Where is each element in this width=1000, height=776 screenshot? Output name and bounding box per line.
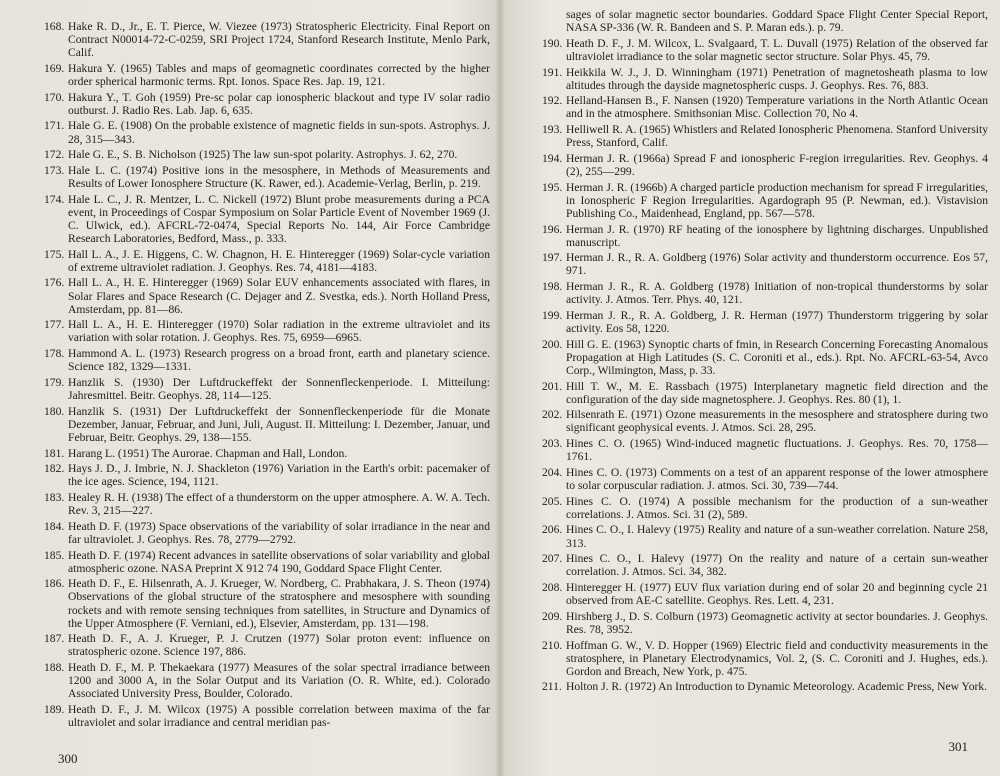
reference-item [44, 703, 490, 729]
reference-text: Heath D. F., J. M. Wilcox, L. Svalgaard, T. L. Duvall (1975) Relation of the observed far ultraviolet irradiance to the solar magnetic sector structure. Solar Phys. 45, 79. [566, 36, 988, 63]
reference-text: Hines C. O. (1965) Wind-induced magnetic fluctuations. J. Geophys. Res. 70, 1758—1761. [566, 437, 988, 464]
reference-item [44, 347, 490, 373]
reference-list-left [44, 20, 490, 729]
reference-text: Hale G. E., S. B. Nicholson (1925) The law sun-spot polarity. Astrophys. J. 62, 270. [68, 148, 458, 162]
reference-text: Helland-Hansen B., F. Nansen (1920) Temperature variations in the North Atlantic Ocean and in the atmosphere. Smithsonian Misc. Collection 70, No 4. [566, 94, 988, 121]
reference-item [44, 62, 490, 88]
page-number-left: 300 [58, 751, 78, 766]
reference-number: 197. [542, 251, 563, 265]
reference-number: 204. [542, 465, 563, 479]
reference-item [542, 380, 988, 406]
reference-text: Hines C. O., I. Halevy (1975) Reality and nature of a sun-weather correlation. Nature 258, 313. [566, 523, 988, 550]
reference-number: 176. [44, 276, 65, 290]
reference-item [44, 318, 490, 344]
reference-list-right [542, 8, 988, 694]
reference-item [542, 37, 988, 63]
reference-number: 192. [542, 94, 563, 108]
reference-item [44, 632, 490, 658]
reference-number: 190. [542, 36, 563, 50]
reference-item [44, 491, 490, 517]
reference-item [542, 408, 988, 434]
reference-text: Herman J. R. (1970) RF heating of the ionosphere by lightning discharges. Unpublished manuscript. [566, 222, 988, 249]
reference-item [542, 610, 988, 636]
reference-item [44, 405, 490, 444]
reference-item [542, 152, 988, 178]
reference-item [44, 276, 490, 315]
reference-text: Herman J. R. (1966a) Spread F and ionospheric F-region irregularities. Rev. Geophys. 4 (2), 255—299. [566, 151, 988, 178]
reference-item [542, 181, 988, 220]
reference-number: 181. [44, 446, 65, 460]
reference-item [542, 251, 988, 277]
reference-item [542, 309, 988, 335]
reference-text: Heath D. F., M. P. Thekaekara (1977) Measures of the solar spectral irradiance between 1200 and 3000 A, in the Solar Output and its Variation (O. R. White, ed.). Colorado Associated University Press, Boulder, Colorado. [68, 661, 490, 701]
reference-text: Heath D. F. (1974) Recent advances in satellite observations of solar variability and global atmospheric ozone. NASA Preprint X 912 74 190, Goddard Space Flight Center. [68, 548, 490, 575]
reference-text: Hall L. A., J. E. Higgens, C. W. Chagnon, H. E. Hinteregger (1969) Solar-cycle variation of extreme ultraviolet radiation. J. Geophys. Res. 74, 4181—4183. [68, 247, 490, 274]
reference-number: 189. [44, 702, 65, 716]
reference-item [44, 577, 490, 629]
reference-number: 201. [542, 379, 563, 393]
reference-item [44, 20, 490, 59]
reference-item [44, 520, 490, 546]
reference-text: Hines C. O. (1973) Comments on a test of an apparent response of the lower atmosphere to solar corpuscular radiation. J. atmos. Sci. 30, 739—744. [566, 465, 988, 492]
reference-item [44, 549, 490, 575]
reference-number: 203. [542, 437, 563, 451]
reference-number: 173. [44, 163, 65, 177]
reference-item [542, 223, 988, 249]
reference-number: 174. [44, 192, 65, 206]
reference-text: Hines C. O. (1974) A possible mechanism for the production of a sun-weather correlations. J. Atmos. Sci. 31 (2), 589. [566, 494, 988, 521]
reference-text: Herman J. R., R. A. Goldberg (1978) Initiation of non-tropical thunderstorms by solar activity. J. Atmos. Terr. Phys. 40, 121. [566, 280, 988, 307]
reference-text: Hammond A. L. (1973) Research progress on a broad front, earth and planetary science. Science 182, 1329—1331. [68, 347, 490, 374]
reference-number: 200. [542, 337, 563, 351]
reference-item [542, 66, 988, 92]
reference-number: 208. [542, 581, 563, 595]
reference-text: Hanzlik S. (1930) Der Luftdruckeffekt der Sonnenfleckenperiode. I. Mitteilung: Jahresmittel. Beitr. Geophys. 28, 114—125. [68, 375, 490, 402]
reference-number: 206. [542, 523, 563, 537]
reference-text: Hake R. D., Jr., E. T. Pierce, W. Viezee (1973) Stratospheric Electricity. Final Report on Contract N00014-72-C-0259, SRI Project 1724, Stanford Research Institute, Menlo Park, Calif. [68, 20, 490, 60]
reference-item [44, 148, 490, 161]
reference-item [542, 280, 988, 306]
reference-number: 168. [44, 20, 65, 33]
reference-item [44, 119, 490, 145]
reference-number: 194. [542, 151, 563, 165]
reference-number: 199. [542, 308, 563, 322]
reference-number: 183. [44, 491, 65, 504]
reference-text: Hill G. E. (1963) Synoptic charts of fmin, in Research Concerning Forecasting Anomalous Propagation at High Latitudes (S. C. Coroniti et al., eds.). Rpt. No. AFCRL-63-54, Avco Corp., Wilmington, Mass, p. 33. [566, 337, 988, 377]
reference-text: Hall L. A., H. E. Hinteregger (1969) Solar EUV enhancements associated with flares, in Solar Flares and Space Research (C. Dejager and Z. Svestka, eds.). North Holland Press, Amsterdam, pp. 81—86. [68, 276, 490, 316]
page-number-right: 301 [948, 739, 968, 754]
reference-number: 169. [44, 61, 65, 75]
reference-text: Hall L. A., H. E. Hinteregger (1970) Solar radiation in the extreme ultraviolet and its variation with solar rotation. J. Geophys. Res. 75, 6959—6965. [68, 318, 490, 345]
reference-item [542, 495, 988, 521]
reference-text: Hirshberg J., D. S. Colburn (1973) Geomagnetic activity at sector boundaries. J. Geophys. Res. 78, 3952. [566, 609, 988, 636]
reference-number: 175. [44, 247, 65, 261]
reference-item [44, 376, 490, 402]
reference-text: Harang L. (1951) The Aurorae. Chapman and Hall, London. [68, 446, 348, 460]
reference-number: 180. [44, 404, 65, 418]
reference-item [44, 193, 490, 245]
reference-item [542, 523, 988, 549]
reference-text: Hoffman G. W., V. D. Hopper (1969) Electric field and conductivity measurements in the stratosphere, in Planetary Electrodynamics, Vol. 2, (S. C. Coroniti and J. Hughes, eds.). Gordon and Breach, New York, p. 475. [566, 638, 988, 678]
reference-number: 205. [542, 494, 563, 508]
reference-number: 193. [542, 123, 563, 137]
reference-item [542, 123, 988, 149]
reference-text: Helliwell R. A. (1965) Whistlers and Related Ionospheric Phenomena. Stanford University Press, Stanford, Calif. [566, 123, 988, 150]
reference-number: 172. [44, 148, 65, 162]
reference-continuation: sages of solar magnetic sector boundaries. Goddard Space Flight Center Special Report, NASA SP-336 (W. R. Bandeen and S. P. Maran eds.). p. 79. [566, 8, 988, 35]
reference-text: Hakura Y., T. Goh (1959) Pre-sc polar cap ionospheric blackout and type IV solar radio outburst. J. Radio Res. Lab. Jap. 6, 635. [68, 90, 490, 117]
reference-number: 182. [44, 462, 65, 476]
reference-text: Hakura Y. (1965) Tables and maps of geomagnetic coordinates corrected by the higher order spherical harmonic terms. Rpt. Ionos. Space Res. Jap. 19, 121. [68, 61, 490, 88]
reference-item [542, 552, 988, 578]
reference-text: Hill T. W., M. E. Rassbach (1975) Interplanetary magnetic field direction and the configuration of the day side magnetosphere. J. Geophys. Res. 80 (1), 1. [566, 379, 988, 406]
reference-text: Hilsenrath E. (1971) Ozone measurements in the mesosphere and stratosphere during two significant geophysical events. J. Atmos. Sci. 28, 295. [566, 408, 988, 435]
reference-number: 188. [44, 661, 65, 675]
reference-text: Herman J. R., R. A. Goldberg, J. R. Herman (1977) Thunderstorm triggering by solar activity. Eos 58, 1220. [566, 308, 988, 335]
reference-item [44, 462, 490, 488]
reference-item [44, 661, 490, 700]
reference-number: 195. [542, 180, 563, 194]
reference-number: 185. [44, 548, 65, 562]
reference-text: Holton J. R. (1972) An Introduction to Dynamic Meteorology. Academic Press, New York. [566, 680, 988, 694]
reference-number: 184. [44, 519, 65, 533]
reference-text: Hanzlik S. (1931) Der Luftdruckeffekt der Sonnenfleckenperiode für die Monate Dezember, Januar, Februar, and Juni, Juli, August. II. Mitteilung: I. Dezember, Januar, und Februar, Beitr. Geophys. 29, 138—155. [68, 404, 490, 444]
reference-number: 186. [44, 577, 65, 591]
reference-item [542, 639, 988, 678]
reference-number: 187. [44, 632, 65, 646]
reference-text: Hale L. C. (1974) Positive ions in the mesosphere, in Methods of Measurements and Results of Lower Ionosphere Structure (K. Rawer, ed.). Academie-Verlag, Berlin, p. 219. [68, 163, 490, 190]
reference-item [542, 94, 988, 120]
reference-text: Heikkila W. J., J. D. Winningham (1971) Penetration of magnetosheath plasma to low altitudes through the dayside magnetospheric cusps. J. Geophys. Res. 76, 883. [566, 65, 988, 92]
reference-text: Hale L. C., J. R. Mentzer, L. C. Nickell (1972) Blunt probe measurements during a PCA event, in Proceedings of Cospar Symposium on Solar Particle Event of November 1969 (J. C. Ulwick, ed.). AFCRL-72-0474, Special Reports No. 144, Air Force Cambridge Research Laboratories, Bedford, Mass., p. 333. [68, 192, 490, 245]
reference-number: 202. [542, 408, 563, 422]
right-page [542, 8, 988, 753]
reference-number: 171. [44, 119, 65, 133]
reference-number: 209. [542, 609, 563, 623]
reference-text: Hines C. O., I. Halevy (1977) On the reality and nature of a certain sun-weather correlation. J. Atmos. Sci. 34, 382. [566, 552, 988, 579]
reference-text: Hinteregger H. (1977) EUV flux variation during end of solar 20 and beginning cycle 21 observed from AE-C satellite. Geophys. Res. Lett. 4, 231. [566, 581, 988, 608]
reference-number: 170. [44, 90, 65, 104]
reference-number: 177. [44, 318, 65, 332]
reference-number: 211. [542, 680, 562, 694]
reference-item [542, 437, 988, 463]
reference-number: 179. [44, 375, 65, 389]
reference-item [44, 447, 490, 460]
reference-text: Hays J. D., J. Imbrie, N. J. Shackleton (1976) Variation in the Earth's orbit: pacemaker of the ice ages. Science, 194, 1121. [68, 462, 490, 489]
reference-number: 207. [542, 552, 563, 566]
reference-item [44, 248, 490, 274]
reference-number: 178. [44, 347, 65, 361]
left-page [44, 20, 490, 765]
reference-text: Herman J. R. (1966b) A charged particle production mechanism for spread F irregularities, in Ionospheric F Region Irregularities. Agardograph 95 (P. Newman, ed.). Vistavision Publishing Co., Maidenhead, England, pp. 567—578. [566, 180, 988, 220]
reference-item [542, 680, 988, 693]
reference-text: Herman J. R., R. A. Goldberg (1976) Solar activity and thunderstorm occurrence. Eos 57, 971. [566, 251, 988, 278]
reference-number: 198. [542, 280, 563, 294]
reference-text: Hale G. E. (1908) On the probable existence of magnetic fields in sun-spots. Astrophys. J. 28, 315—343. [68, 119, 490, 146]
reference-item [542, 466, 988, 492]
reference-text: Heath D. F., A. J. Krueger, P. J. Crutzen (1977) Solar proton event: influence on stratospheric ozone. Science 197, 886. [68, 632, 490, 659]
reference-item [542, 581, 988, 607]
reference-item [542, 338, 988, 377]
reference-number: 196. [542, 222, 563, 236]
reference-number: 191. [542, 65, 563, 79]
reference-item [44, 91, 490, 117]
reference-text: Heath D. F., J. M. Wilcox (1975) A possible correlation between maxima of the far ultraviolet and solar irradiance and central meridian pas- [68, 702, 490, 730]
reference-text: Healey R. H. (1938) The effect of a thunderstorm on the upper atmosphere. A. W. A. Tech. Rev. 3, 215—227. [68, 491, 490, 518]
reference-item [44, 164, 490, 190]
reference-number: 210. [542, 638, 563, 652]
reference-text: Heath D. F. (1973) Space observations of the variability of solar irradiance in the near and far ultraviolet. J. Geophys. Res. 78, 2779—2792. [68, 519, 490, 546]
reference-text: Heath D. F., E. Hilsenrath, A. J. Krueger, W. Nordberg, C. Prabhakara, J. S. Theon (1974) Observations of the global structure of the stratosphere and mesosphere with sounding rockets and with remote sensing techniques from satellites, in Structure and Dynamics of the Upper Atmosphere (F. Verniani, ed.), Elsevier, Amsterdam, pp. 131—198. [68, 577, 490, 630]
